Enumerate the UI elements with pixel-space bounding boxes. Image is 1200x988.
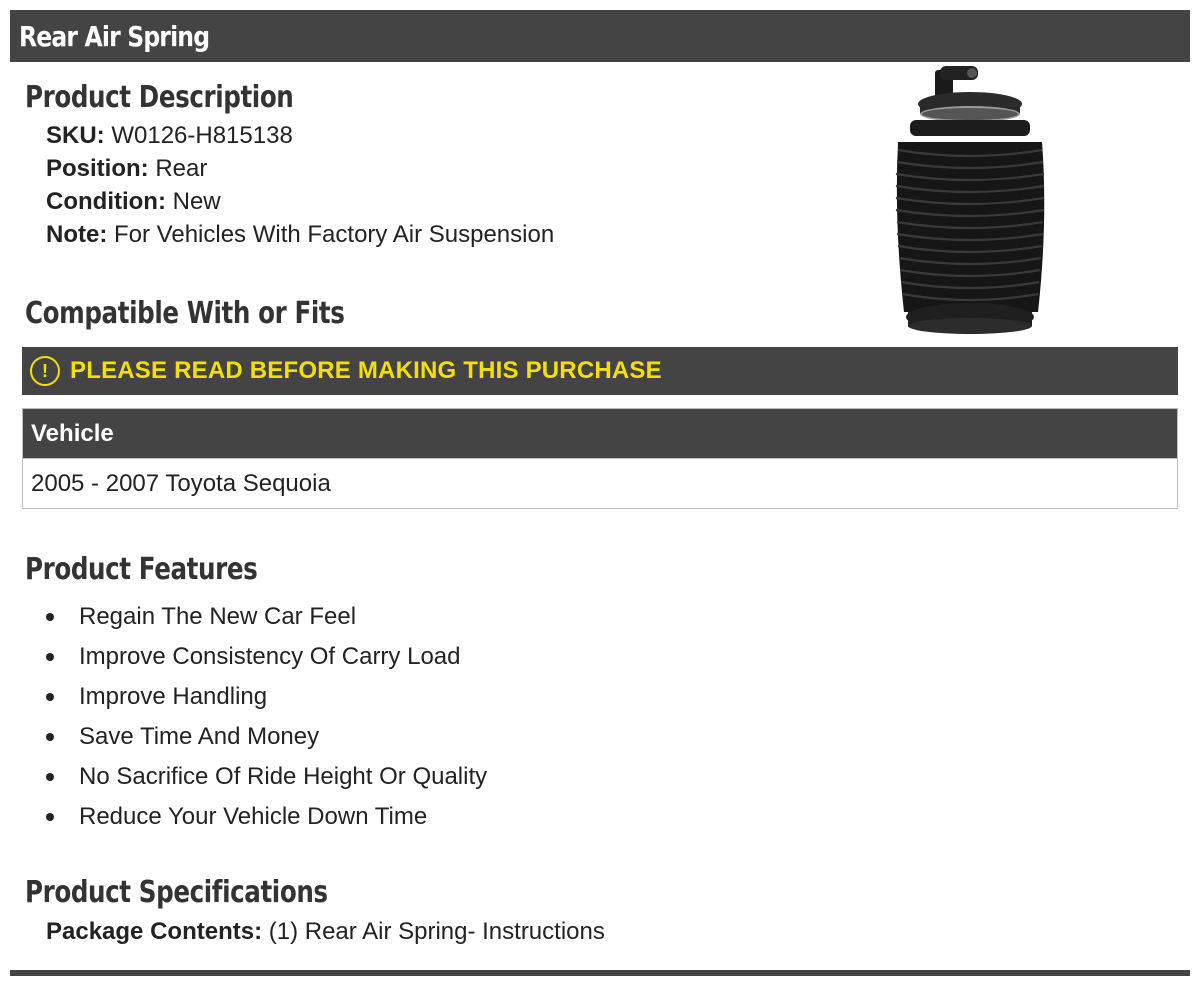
list-item: Save Time And Money — [46, 717, 487, 757]
list-item: No Sacrifice Of Ride Height Or Quality — [46, 757, 487, 797]
product-specifications-heading: Product Specifications — [25, 875, 328, 910]
list-item: Improve Consistency Of Carry Load — [46, 637, 487, 677]
warning-icon: ! — [30, 356, 60, 386]
list-item: Regain The New Car Feel — [46, 597, 487, 637]
note-row: Note: For Vehicles With Factory Air Suspension — [46, 221, 555, 248]
product-description-heading: Product Description — [25, 80, 294, 115]
bullet-icon — [46, 733, 54, 741]
bullet-icon — [46, 813, 54, 821]
package-contents-value: (1) Rear Air Spring- Instructions — [268, 918, 605, 945]
position-value: Rear — [155, 155, 208, 182]
list-item: Improve Handling — [46, 677, 487, 717]
sku-row: SKU: W0126-H815138 — [46, 122, 293, 149]
purchase-warning-banner — [22, 347, 1178, 395]
page-title-bar — [10, 10, 1190, 62]
vehicle-fitment-table — [22, 408, 1178, 509]
table-header-vehicle: Vehicle — [23, 409, 1177, 458]
position-row: Position: Rear — [46, 155, 208, 182]
air-spring-product-image — [880, 62, 1080, 342]
bullet-icon — [46, 613, 54, 621]
warning-text: PLEASE READ BEFORE MAKING THIS PURCHASE — [70, 357, 662, 384]
features-list — [46, 597, 487, 837]
condition-row: Condition: New — [46, 188, 221, 215]
table-row: 2005 - 2007 Toyota Sequoia — [23, 458, 1177, 508]
product-features-heading: Product Features — [25, 552, 258, 587]
package-contents-row: Package Contents: (1) Rear Air Spring- Instructions — [46, 918, 605, 945]
page-title: Rear Air Spring — [19, 20, 210, 53]
bottom-divider — [10, 970, 1190, 976]
condition-value: New — [172, 188, 221, 215]
bullet-icon — [46, 653, 54, 661]
sku-value: W0126-H815138 — [111, 122, 293, 149]
bullet-icon — [46, 693, 54, 701]
list-item: Reduce Your Vehicle Down Time — [46, 797, 487, 837]
compatible-heading: Compatible With or Fits — [25, 296, 345, 331]
bullet-icon — [46, 773, 54, 781]
note-value: For Vehicles With Factory Air Suspension — [114, 221, 555, 248]
